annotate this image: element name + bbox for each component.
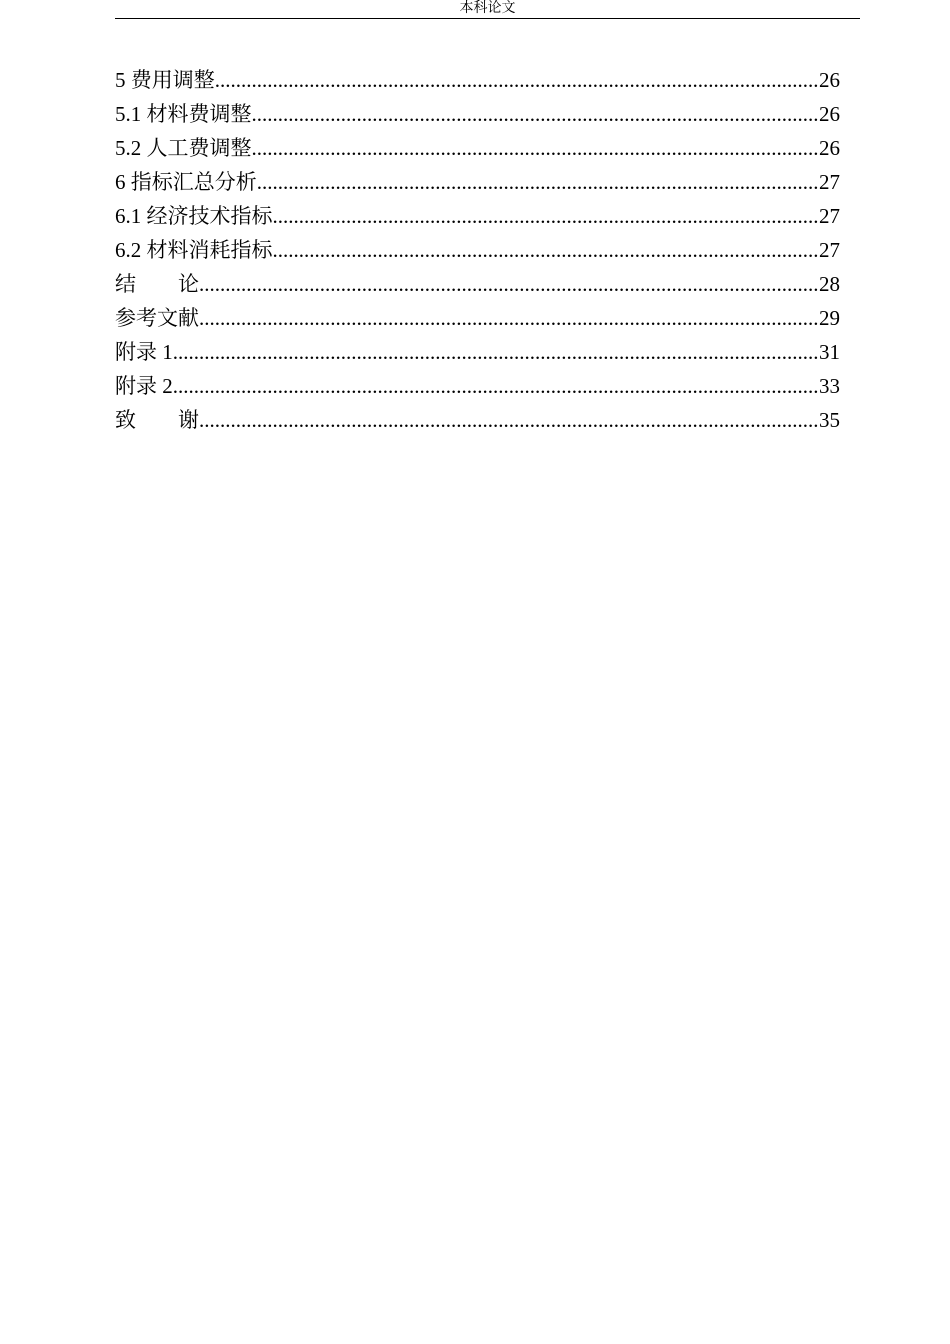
toc-entry[interactable]: [115, 335, 840, 369]
toc-entry-page: 28: [819, 272, 840, 296]
toc-entry-title: 5.2 人工费调整: [115, 136, 252, 160]
toc-leader-dots: [199, 301, 819, 335]
toc-entry-page: 26: [819, 102, 840, 126]
toc-leader-dots: [199, 267, 819, 301]
toc-entry-title: 附录 1: [115, 340, 173, 364]
toc-entry-title: 附录 2: [115, 374, 173, 398]
header-title: 本科论文: [459, 1, 516, 16]
toc-entry-title: 5 费用调整: [115, 68, 215, 92]
toc-leader-dots: [273, 233, 820, 267]
toc-entry-page: 27: [819, 238, 840, 262]
toc-entry[interactable]: [115, 131, 840, 165]
toc-entry-page: 27: [819, 204, 840, 228]
toc-leader-dots: [199, 403, 819, 437]
toc-entry-title: 参考文献: [115, 306, 199, 330]
toc-leader-dots: [252, 97, 820, 131]
toc-entry-title: 结 论: [115, 272, 199, 296]
toc-entry[interactable]: [115, 63, 840, 97]
toc-entry[interactable]: [115, 97, 840, 131]
toc-entry-title: 6.1 经济技术指标: [115, 204, 273, 228]
toc-entry-title: 致 谢: [115, 408, 199, 432]
toc-leader-dots: [215, 63, 819, 97]
toc-entry[interactable]: [115, 301, 840, 335]
toc-entry-page: 27: [819, 170, 840, 194]
toc-entry[interactable]: [115, 369, 840, 403]
toc-entry-page: 26: [819, 68, 840, 92]
toc-entry-page: 26: [819, 136, 840, 160]
toc-entry[interactable]: [115, 199, 840, 233]
toc-entry-title: 6 指标汇总分析: [115, 170, 257, 194]
table-of-contents: [115, 63, 840, 437]
toc-entry-page: 31: [819, 340, 840, 364]
toc-entry-page: 35: [819, 408, 840, 432]
toc-entry[interactable]: [115, 233, 840, 267]
toc-entry[interactable]: [115, 403, 840, 437]
toc-entry-title: 5.1 材料费调整: [115, 102, 252, 126]
toc-entry[interactable]: [115, 267, 840, 301]
page-header: [115, 0, 860, 19]
toc-entry-page: 29: [819, 306, 840, 330]
toc-leader-dots: [173, 369, 819, 403]
toc-leader-dots: [173, 335, 819, 369]
toc-entry-title: 6.2 材料消耗指标: [115, 238, 273, 262]
toc-leader-dots: [273, 199, 820, 233]
toc-entry[interactable]: [115, 165, 840, 199]
toc-entry-page: 33: [819, 374, 840, 398]
toc-leader-dots: [257, 165, 819, 199]
toc-leader-dots: [252, 131, 820, 165]
